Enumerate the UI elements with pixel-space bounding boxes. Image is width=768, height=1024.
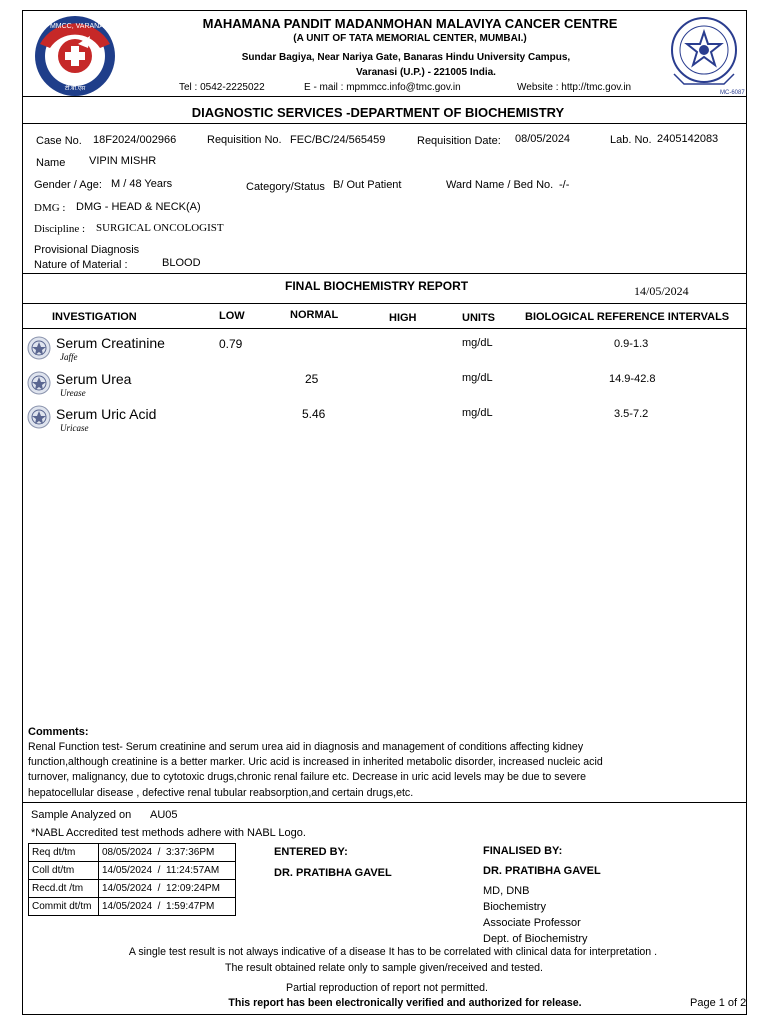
test-method: Jaffe [60, 352, 78, 362]
page-number: Page 1 of 2 [690, 997, 747, 1009]
test-units: mg/dL [462, 337, 493, 349]
material-label: Nature of Material : [34, 259, 128, 271]
timestamp-row [29, 898, 236, 916]
comments-line: hepatocellular disease , defective renal tubular reabsorption,and certain drugs,etc. [28, 787, 414, 799]
department-title: DIAGNOSTIC SERVICES -DEPARTMENT OF BIOCHEMISTRY [191, 105, 565, 120]
timestamp-value: 14/05/2024 / 11:24:57AM [99, 862, 236, 880]
entered-by-name: DR. PRATIBHA GAVEL [274, 867, 392, 879]
comments-label: Comments: [28, 726, 89, 738]
comments-line: Renal Function test- Serum creatinine and serum urea aid in diagnosis and management of conditions affecting kidney [28, 741, 584, 753]
name-label: Name [36, 157, 66, 169]
timestamp-label: Coll dt/tm [29, 862, 99, 880]
telephone: Tel : 0542-2225022 [179, 82, 265, 93]
category-label: Category/Status [246, 181, 325, 193]
nabl-seal-icon [27, 405, 51, 429]
nabl-seal-icon [27, 371, 51, 395]
test-name: Serum Urea [56, 371, 132, 387]
nabl-note: *NABL Accredited test methods adhere with NABL Logo. [31, 827, 306, 839]
col-investigation: INVESTIGATION [52, 311, 137, 323]
patient-name: VIPIN MISHR [89, 155, 157, 167]
timestamp-label: Recd.dt /tm [29, 880, 99, 898]
signer-department: Biochemistry [483, 901, 546, 913]
gender-age: M / 48 Years [111, 178, 173, 190]
svg-text:टी.बी.एस: टी.बी.एस [64, 86, 86, 92]
report-title: FINAL BIOCHEMISTRY REPORT [285, 279, 469, 293]
timestamp-table [28, 843, 236, 916]
discipline-label: Discipline : [34, 223, 86, 235]
svg-text:MPMMCC, VARANASI: MPMMCC, VARANASI [39, 23, 111, 30]
lab-no-label: Lab. No. [610, 134, 652, 146]
test-reference: 14.9-42.8 [609, 373, 656, 385]
comments-line: turnover, malignancy, due to cytotoxic drugs,chronic renal failure etc. Decrease in uric acid levels may be due to severe [28, 771, 587, 783]
requisition-no: FEC/BC/24/565459 [290, 134, 386, 146]
test-name: Serum Creatinine [56, 335, 165, 351]
verification-note: This report has been electronically verified and authorized for release. [228, 997, 582, 1009]
ward-label: Ward Name / Bed No. [446, 179, 554, 191]
address-line-1: Sundar Bagiya, Near Nariya Gate, Banaras Hindu University Campus, [241, 52, 571, 63]
timestamp-value: 08/05/2024 / 3:37:36PM [99, 844, 236, 862]
finalised-by-label: FINALISED BY: [483, 845, 563, 857]
institution-unit: (A UNIT OF TATA MEMORIAL CENTER, MUMBAI.) [293, 33, 527, 44]
analyzed-label: Sample Analyzed on [31, 809, 132, 821]
case-no: 18F2024/002966 [93, 134, 177, 146]
dmg: DMG - HEAD & NECK(A) [76, 201, 201, 213]
timestamp-value: 14/05/2024 / 1:59:47PM [99, 898, 236, 916]
requisition-no-label: Requisition No. [207, 134, 282, 146]
address-line-2: Varanasi (U.P.) - 221005 India. [356, 67, 496, 78]
col-normal: NORMAL [290, 309, 339, 321]
timestamp-row [29, 844, 236, 862]
provisional-diagnosis-label: Provisional Diagnosis [34, 244, 140, 256]
lab-no: 2405142083 [657, 133, 719, 145]
dmg-label: DMG : [34, 202, 66, 214]
requisition-date: 08/05/2024 [515, 133, 571, 145]
nabl-seal-icon [27, 336, 51, 360]
signer-department-full: Dept. of Biochemistry [483, 933, 588, 945]
disclaimer-2: The result obtained relate only to sample given/received and tested. [224, 962, 543, 974]
finalised-by-name: DR. PRATIBHA GAVEL [483, 865, 601, 877]
col-units: UNITS [462, 312, 495, 324]
discipline: SURGICAL ONCOLOGIST [96, 222, 224, 234]
test-normal: 25 [305, 372, 319, 386]
test-method: Urease [60, 388, 86, 398]
disclaimer-1: A single test result is not always indicative of a disease It has to be correlated with clinical data for interpretation . [128, 946, 658, 958]
report-date: 14/05/2024 [634, 284, 689, 298]
qualification: MD, DNB [483, 885, 530, 897]
timestamp-row [29, 862, 236, 880]
test-method: Uricase [60, 423, 89, 433]
test-units: mg/dL [462, 372, 493, 384]
institution-name: MAHAMANA PANDIT MADANMOHAN MALAVIYA CANCER CENTRE [202, 16, 618, 31]
material: BLOOD [162, 257, 201, 269]
timestamp-label: Commit dt/tm [29, 898, 99, 916]
test-reference: 0.9-1.3 [614, 338, 649, 350]
comments-line: function,although creatinine is a better marker. Uric acid is increased in inherited metabolic disorder, increased nucleic acid [28, 756, 603, 768]
analyzer-id: AU05 [150, 809, 178, 821]
test-reference: 3.5-7.2 [614, 408, 649, 420]
test-normal: 5.46 [302, 407, 326, 421]
partial-reproduction-note: Partial reproduction of report not permitted. [286, 982, 488, 994]
category: B/ Out Patient [333, 179, 402, 191]
email: E - mail : mpmmcc.info@tmc.gov.in [304, 82, 461, 93]
timestamp-label: Req dt/tm [29, 844, 99, 862]
requisition-date-label: Requisition Date: [417, 135, 501, 147]
entered-by-label: ENTERED BY: [274, 846, 348, 858]
ward: -/- [559, 179, 570, 191]
timestamp-row [29, 880, 236, 898]
test-name: Serum Uric Acid [56, 406, 157, 422]
case-no-label: Case No. [36, 135, 82, 147]
col-high: HIGH [389, 312, 417, 324]
test-units: mg/dL [462, 407, 493, 419]
col-reference: BIOLOGICAL REFERENCE INTERVALS [525, 311, 730, 323]
timestamp-value: 14/05/2024 / 12:09:24PM [99, 880, 236, 898]
gender-age-label: Gender / Age: [34, 179, 102, 191]
signer-designation: Associate Professor [483, 917, 581, 929]
website-link[interactable]: Website : http://tmc.gov.in [517, 82, 632, 93]
svg-text:MC-6087: MC-6087 [720, 90, 745, 96]
test-low: 0.79 [219, 337, 243, 351]
col-low: LOW [219, 310, 245, 322]
